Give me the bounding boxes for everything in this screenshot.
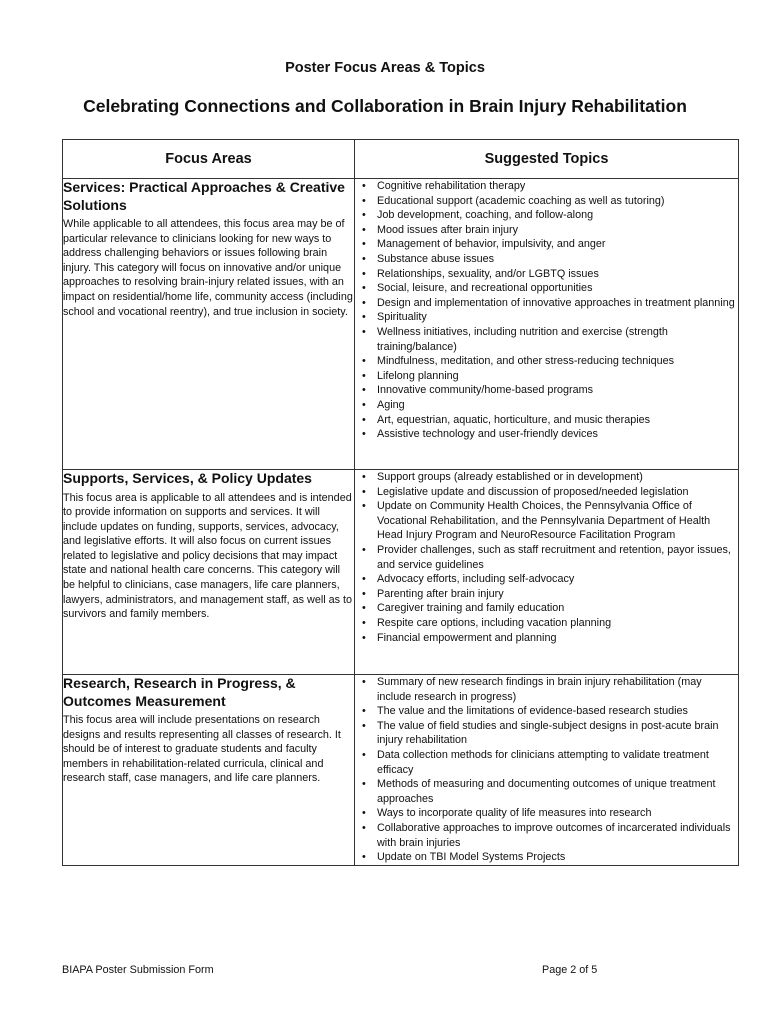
topic-item: • Respite care options, including vacation planning bbox=[377, 616, 738, 631]
focus-area-cell bbox=[63, 179, 355, 470]
topic-item: • Educational support (academic coaching as well as tutoring) bbox=[377, 194, 738, 209]
topics-cell bbox=[355, 470, 739, 675]
focus-area-description: This focus area will include presentations on research designs and results representing all classes of research. It should be of interest to graduate students and faculty members in rehabilitation-related curricula, clinical and research staff, case managers, and life care planners. bbox=[63, 714, 341, 785]
topic-item: • Financial empowerment and planning bbox=[377, 631, 738, 646]
topic-item: • Social, leisure, and recreational opportunities bbox=[377, 281, 738, 296]
focus-area-title: Supports, Services, & Policy Updates bbox=[63, 470, 312, 486]
topic-item: • Ways to incorporate quality of life measures into research bbox=[377, 806, 738, 821]
table-row bbox=[63, 470, 739, 675]
topics-cell bbox=[355, 179, 739, 470]
table-row bbox=[63, 675, 739, 866]
topic-item: • Art, equestrian, aquatic, horticulture, and music therapies bbox=[377, 413, 738, 428]
topic-item: • Cognitive rehabilitation therapy bbox=[377, 179, 738, 194]
col-header-focus-areas: Focus Areas bbox=[63, 140, 355, 179]
topic-item: • Update on Community Health Choices, the Pennsylvania Office of Vocational Rehabilitation, and the Pennsylvania Department of Health Head Injury Program and NeuroResource Facilitation Program bbox=[377, 499, 738, 543]
topic-item: • Spirituality bbox=[377, 310, 738, 325]
focus-area-cell bbox=[63, 675, 355, 866]
topic-item: • Aging bbox=[377, 398, 738, 413]
col-header-suggested-topics: Suggested Topics bbox=[355, 140, 739, 179]
topic-item: • Provider challenges, such as staff recruitment and retention, payor issues, and service guidelines bbox=[377, 543, 738, 572]
page-supertitle: Poster Focus Areas & Topics bbox=[285, 60, 485, 76]
topic-item: • Mood issues after brain injury bbox=[377, 223, 738, 238]
topic-item: • Lifelong planning bbox=[377, 369, 738, 384]
topic-item: • Data collection methods for clinicians attempting to validate treatment efficacy bbox=[377, 748, 738, 777]
topic-item: • Relationships, sexuality, and/or LGBTQ issues bbox=[377, 267, 738, 282]
topic-item: • The value and the limitations of evidence-based research studies bbox=[377, 704, 738, 719]
topic-item: • Job development, coaching, and follow-along bbox=[377, 208, 738, 223]
topic-item: • Caregiver training and family education bbox=[377, 601, 738, 616]
topics-cell bbox=[355, 675, 739, 866]
focus-area-title: Services: Practical Approaches & Creative Solutions bbox=[63, 179, 345, 213]
focus-area-description: While applicable to all attendees, this focus area may be of particular relevance to clinicians looking for new ways to address challenging behaviors or issues following brain injury. This category will focus on innovative and/or unique approaches to resolving brain-injury related issues, with an impact on residential/home life, community access (including school and vocational reentry), and true inclusion in society. bbox=[63, 218, 353, 318]
table-header-row bbox=[63, 140, 739, 179]
page-title: Celebrating Connections and Collaboration in Brain Injury Rehabilitation bbox=[83, 96, 687, 116]
topic-item: • Substance abuse issues bbox=[377, 252, 738, 267]
topic-item: • Methods of measuring and documenting outcomes of unique treatment approaches bbox=[377, 777, 738, 806]
topic-item: • Update on TBI Model Systems Projects bbox=[377, 850, 738, 865]
topic-item: • Summary of new research findings in brain injury rehabilitation (may include research in progress) bbox=[377, 675, 738, 704]
focus-areas-table bbox=[62, 139, 739, 866]
topic-item: • Legislative update and discussion of proposed/needed legislation bbox=[377, 485, 738, 500]
table-row bbox=[63, 179, 739, 470]
topic-item: • Parenting after brain injury bbox=[377, 587, 738, 602]
focus-area-cell bbox=[63, 470, 355, 675]
topic-list bbox=[355, 470, 738, 645]
topic-item: • Mindfulness, meditation, and other stress-reducing techniques bbox=[377, 354, 738, 369]
topic-item: • Collaborative approaches to improve outcomes of incarcerated individuals with brain injuries bbox=[377, 821, 738, 850]
focus-area-title: Research, Research in Progress, & Outcomes Measurement bbox=[63, 675, 296, 709]
topic-item: • Innovative community/home-based programs bbox=[377, 383, 738, 398]
topic-list bbox=[355, 179, 738, 442]
footer-page-number: Page 2 of 5 bbox=[542, 964, 598, 976]
topic-item: • Advocacy efforts, including self-advocacy bbox=[377, 572, 738, 587]
topic-item: • Assistive technology and user-friendly devices bbox=[377, 427, 738, 442]
topic-item: • Support groups (already established or in development) bbox=[377, 470, 738, 485]
topic-item: • Management of behavior, impulsivity, and anger bbox=[377, 237, 738, 252]
topic-item: • Design and implementation of innovative approaches in treatment planning bbox=[377, 296, 738, 311]
topic-item: • The value of field studies and single-subject designs in post-acute brain injury rehabilitation bbox=[377, 719, 738, 748]
topic-item: • Wellness initiatives, including nutrition and exercise (strength training/balance) bbox=[377, 325, 738, 354]
footer-form-name: BIAPA Poster Submission Form bbox=[62, 964, 214, 976]
topic-list bbox=[355, 675, 738, 865]
focus-area-description: This focus area is applicable to all attendees and is intended to provide information on supports and services. It will include updates on funding, supports, services, advocacy, and legislative efforts. It will also focus on current issues related to legislative and policy decisions that may impact state and national health care concerns. This category will be helpful to clinicians, case managers, life care planners, lawyers, administrators, and management staff, as well as to survivors and family members. bbox=[63, 491, 353, 621]
